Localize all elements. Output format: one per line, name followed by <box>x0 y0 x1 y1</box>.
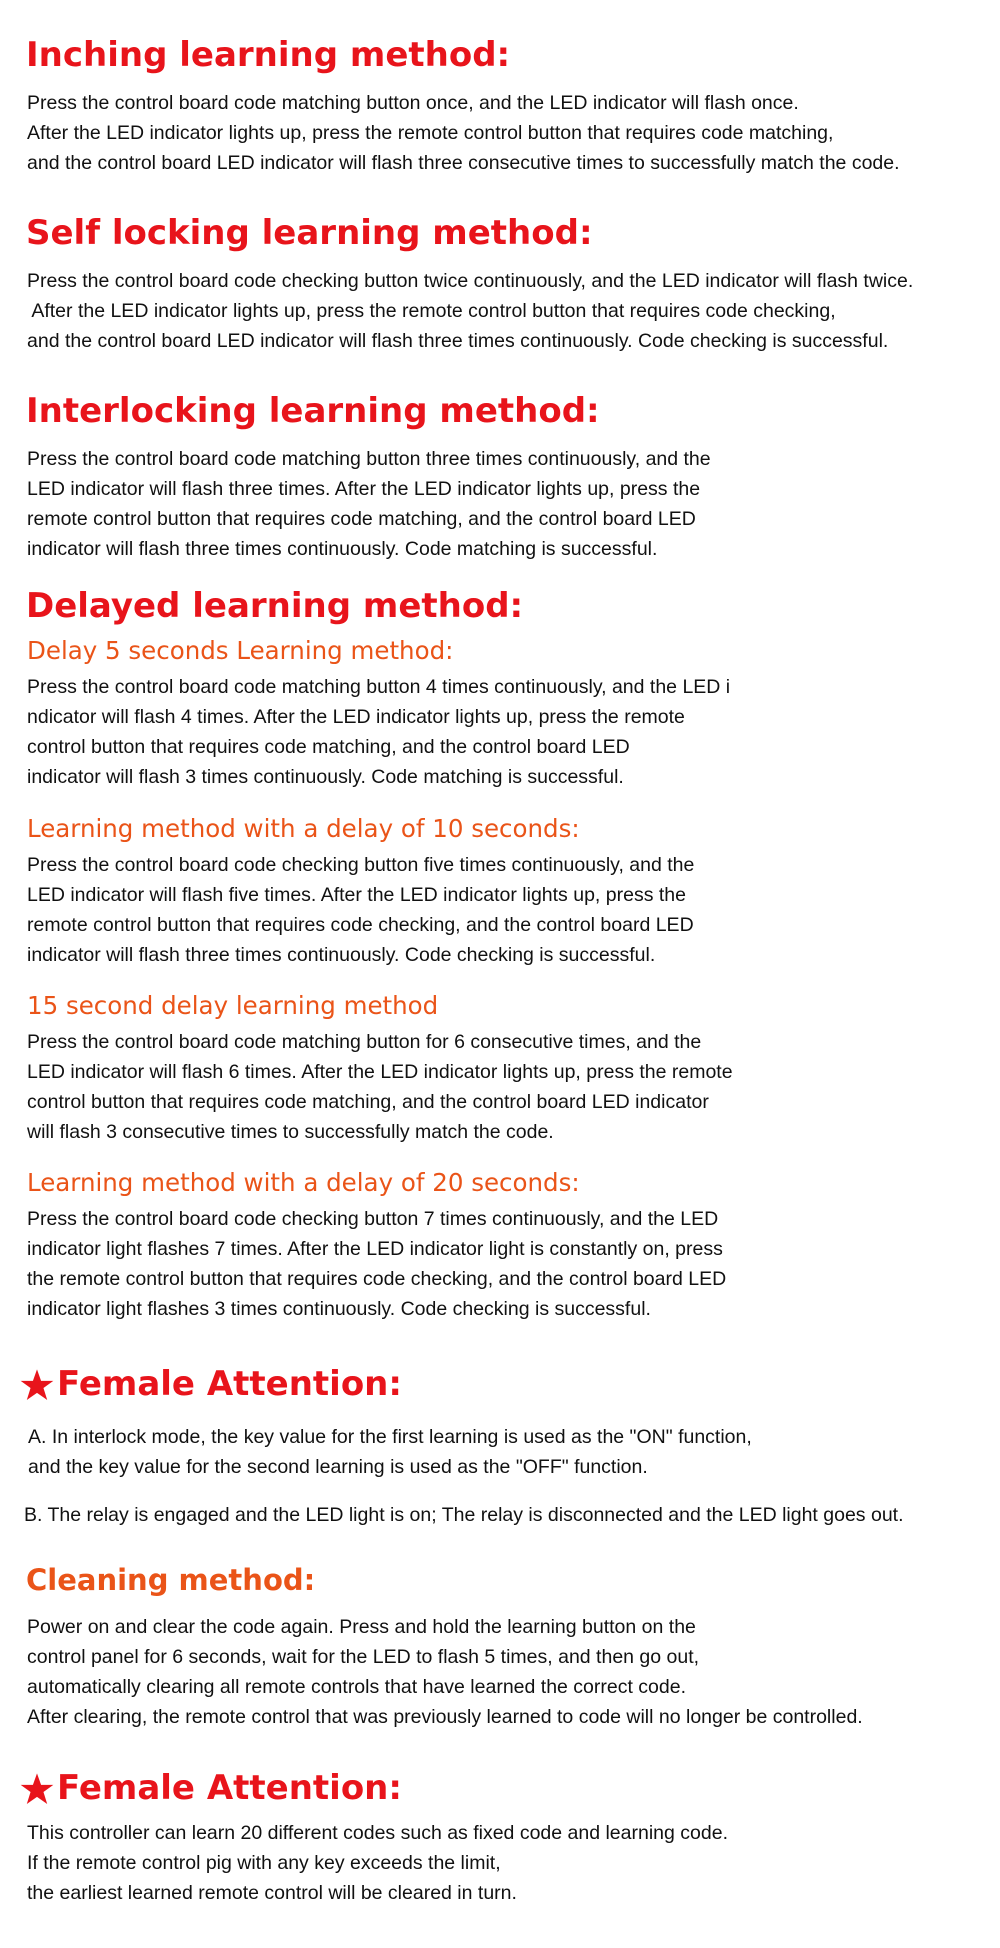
delay-5s-paragraph <box>27 672 730 792</box>
self-locking-title: Self locking learning method: <box>26 213 593 253</box>
text-line: LED indicator will flash three times. After the LED indicator lights up, press the <box>27 478 701 500</box>
interlocking-title: Interlocking learning method: <box>26 391 600 431</box>
text-line: After clearing, the remote control that was previously learned to code will no longer be controlled. <box>27 1706 863 1728</box>
text-line: LED indicator will flash five times. After the LED indicator lights up, press the <box>27 884 686 906</box>
text-line: indicator will flash three times continuously. Code matching is successful. <box>27 538 658 560</box>
text-line: and the key value for the second learning is used as the "OFF" function. <box>28 1456 648 1478</box>
text-line: automatically clearing all remote controls that have learned the correct code. <box>27 1676 687 1698</box>
delay-20s-paragraph <box>27 1204 726 1324</box>
text-line: ndicator will flash 4 times. After the LED indicator lights up, press the remote <box>27 706 685 728</box>
inching-paragraph <box>27 88 900 178</box>
text-line: control button that requires code matching, and the control board LED indicator <box>27 1091 709 1113</box>
text-line: indicator will flash three times continuously. Code checking is successful. <box>27 944 656 966</box>
text-line: Press the control board code matching button 4 times continuously, and the LED i <box>27 676 731 698</box>
interlocking-paragraph <box>27 444 711 564</box>
text-line: Press the control board code checking button 7 times continuously, and the LED <box>27 1208 719 1230</box>
text-line: indicator will flash 3 times continuously. Code matching is successful. <box>27 766 624 788</box>
text-line: LED indicator will flash 6 times. After the LED indicator lights up, press the remote <box>27 1061 733 1083</box>
text-line: remote control button that requires code matching, and the control board LED <box>27 508 696 530</box>
attention-item-b <box>24 1500 904 1530</box>
star-icon <box>20 1368 54 1402</box>
text-line: Press the control board code checking button twice continuously, and the LED indicator will flash twice. <box>27 270 914 292</box>
text-line: Press the control board code matching button for 6 consecutive times, and the <box>27 1031 702 1053</box>
self-locking-paragraph <box>27 266 913 356</box>
text-line: the earliest learned remote control will be cleared in turn. <box>27 1882 517 1904</box>
text-line: indicator light flashes 3 times continuously. Code checking is successful. <box>27 1298 651 1320</box>
cleaning-paragraph <box>27 1612 863 1732</box>
text-line: control button that requires code matching, and the control board LED <box>27 736 630 758</box>
delay-10s-subtitle: Learning method with a delay of 10 seconds: <box>27 814 580 843</box>
delay-5s-subtitle: Delay 5 seconds Learning method: <box>27 636 454 665</box>
cleaning-title: Cleaning method: <box>26 1563 316 1597</box>
delay-20s-subtitle: Learning method with a delay of 20 seconds: <box>27 1168 580 1197</box>
text-line: This controller can learn 20 different codes such as fixed code and learning code. <box>27 1822 728 1844</box>
star-icon <box>20 1772 54 1806</box>
text-line: the remote control button that requires code checking, and the control board LED <box>27 1268 727 1290</box>
text-line: and the control board LED indicator will flash three times continuously. Code checking is successful. <box>27 330 889 352</box>
text-line: If the remote control pig with any key exceeds the limit, <box>27 1852 501 1874</box>
text-line: Press the control board code matching button three times continuously, and the <box>27 448 711 470</box>
text-line: Power on and clear the code again. Press and hold the learning button on the <box>27 1616 696 1638</box>
text-line: indicator light flashes 7 times. After the LED indicator light is constantly on, press <box>27 1238 723 1260</box>
text-line: remote control button that requires code checking, and the control board LED <box>27 914 694 936</box>
text-line: and the control board LED indicator will flash three consecutive times to successfully match the code. <box>27 152 900 174</box>
attention-title-2: Female Attention: <box>57 1768 402 1808</box>
inching-title: Inching learning method: <box>26 35 511 75</box>
text-line: After the LED indicator lights up, press the remote control button that requires code checking, <box>27 300 836 322</box>
text-line: will flash 3 consecutive times to successfully match the code. <box>27 1121 554 1143</box>
attention-paragraph-2 <box>27 1818 728 1908</box>
text-line: control panel for 6 seconds, wait for the LED to flash 5 times, and then go out, <box>27 1646 700 1668</box>
text-line: B. The relay is engaged and the LED light is on; The relay is disconnected and the LED light goes out. <box>24 1504 904 1526</box>
attention-title-1: Female Attention: <box>57 1364 402 1404</box>
text-line: A. In interlock mode, the key value for the first learning is used as the "ON" function, <box>28 1426 752 1448</box>
delay-15s-subtitle: 15 second delay learning method <box>27 991 439 1020</box>
attention-item-a <box>28 1422 752 1482</box>
text-line: Press the control board code matching button once, and the LED indicator will flash once. <box>27 92 799 114</box>
delay-15s-paragraph <box>27 1027 733 1147</box>
text-line: Press the control board code checking button five times continuously, and the <box>27 854 695 876</box>
delayed-title: Delayed learning method: <box>26 586 524 626</box>
text-line: After the LED indicator lights up, press the remote control button that requires code matching, <box>27 122 834 144</box>
delay-10s-paragraph <box>27 850 694 970</box>
